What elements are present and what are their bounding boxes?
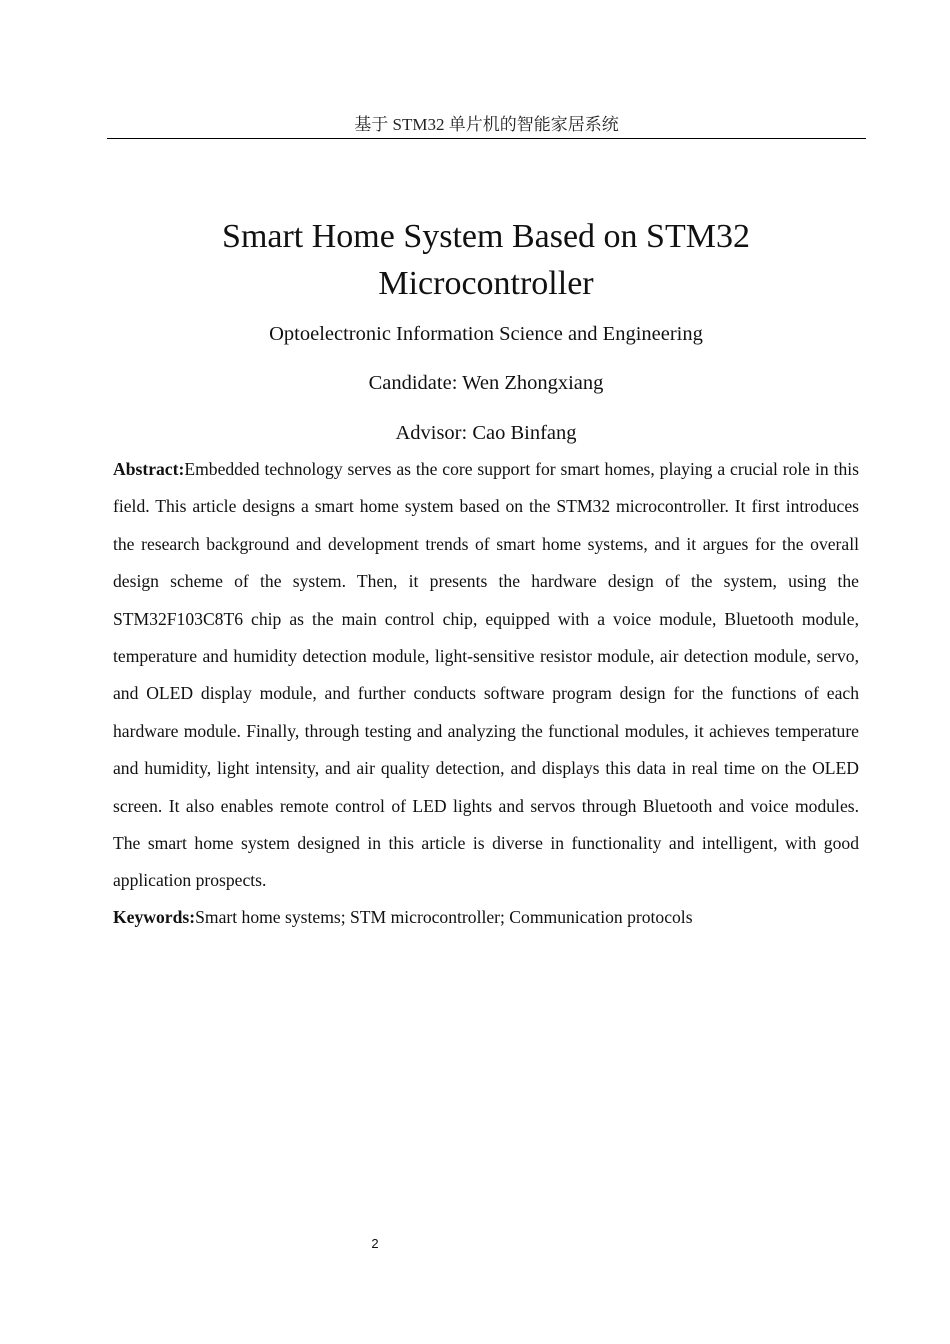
running-header: [107, 112, 866, 139]
keywords-text: Smart home systems; STM microcontroller; Communication protocols: [195, 907, 693, 927]
advisor-line: Advisor: Cao Binfang: [395, 422, 577, 444]
candidate-line: Candidate: Wen Zhongxiang: [368, 372, 604, 394]
abstract-paragraph: [113, 451, 859, 900]
major-line: Optoelectronic Information Science and Engineering: [269, 323, 703, 345]
running-header-title: 基于 STM32 单片机的智能家居系统: [354, 115, 619, 134]
paper-title-line-1: Smart Home System Based on STM32: [222, 218, 750, 255]
keywords-label: Keywords:: [113, 907, 196, 927]
paper-title-line-2: Microcontroller: [378, 265, 594, 302]
abstract-text: Embedded technology serves as the core support for smart homes, playing a crucial role in this field. This article designs a smart home system based on the STM32 microcontroller. It first introduces the research background and development trends of smart home systems, and it argues for the overall design scheme of the system. Then, it presents the hardware design of the system, using the STM32F103C8T6 chip as the main control chip, equipped with a voice module, Bluetooth module, temperature and humidity detection module, light-sensitive resistor module, air detection module, servo, and OLED display module, and further conducts software program design for the functions of each hardware module. Finally, through testing and analyzing the functional modules, it achieves temperature and humidity, light intensity, and air quality detection, and displays this data in real time on the OLED screen. It also enables remote control of LED lights and servos through Bluetooth and voice modules. The smart home system designed in this article is diverse in functionality and intelligent, with good application prospects.: [113, 459, 859, 891]
page-number: 2: [371, 1236, 379, 1251]
keywords-line: [113, 900, 859, 934]
paper-title: [120, 213, 852, 307]
abstract-label: Abstract:: [113, 459, 185, 479]
